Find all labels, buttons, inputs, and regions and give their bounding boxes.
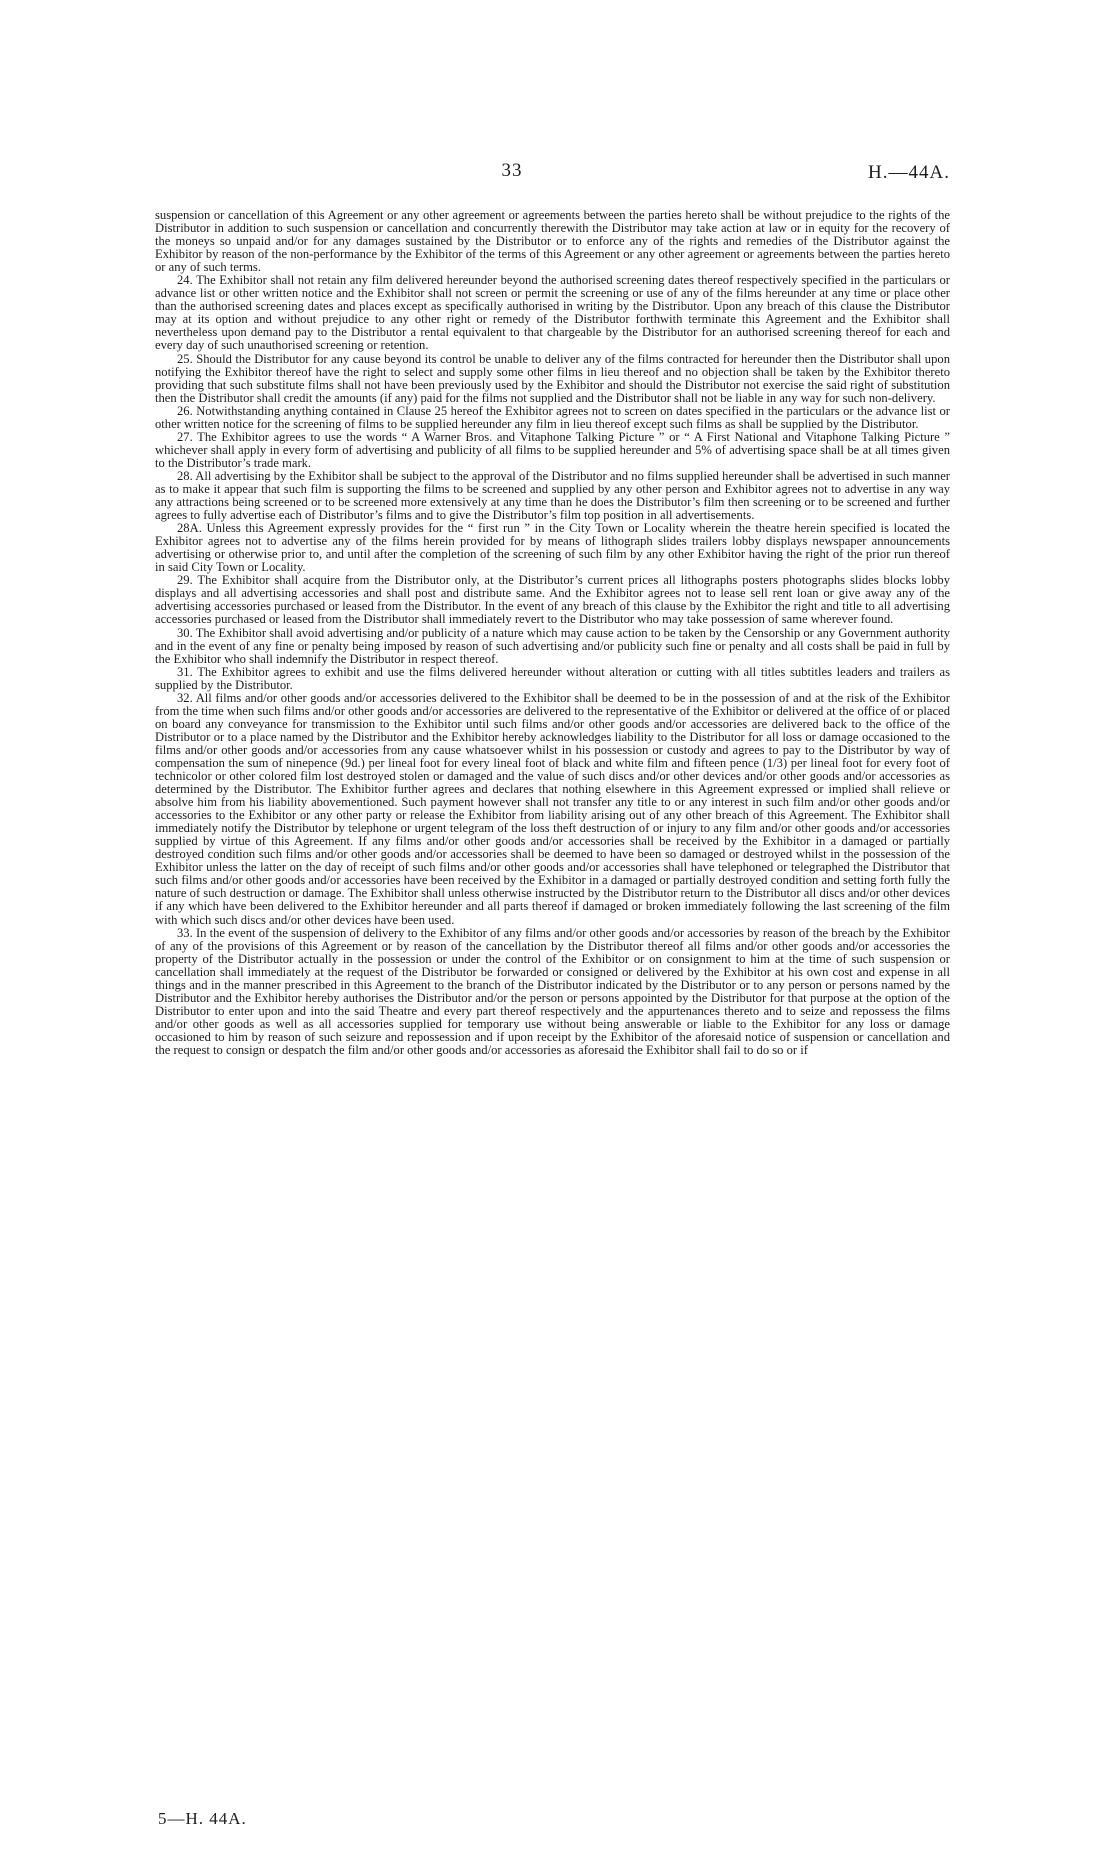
clause-28a: 28A. Unless this Agreement expressly provides for the “ first run ” in the City Town or Locality wherein the theatre herein specified is located the Exhibitor agrees not to advertise any of the films herein provided for by means of lithograph slides trailers lobby displays newspaper announcements advertising or otherwise prior to, and until after the completion of the screening of such film by any other Exhibitor having the right of the prior run thereof in said City Town or Locality. [155,521,950,575]
paragraph-continuation: suspension or cancellation of this Agreement or any other agreement or agreements between the parties hereto shall be without prejudice to the rights of the Distributor in addition to such suspension or cancellation and concurrently therewith the Distributor may take action at law or in equity for the recovery of the moneys so unpaid and/or for any damages sustained by the Distributor or to enforce any of the rights and remedies of the Distributor against the Exhibitor by reason of the non-performance by the Exhibitor of the terms of this Agreement or any other agreement or agreements between the parties hereto or any of such terms. [155,208,950,275]
clause-25: 25. Should the Distributor for any cause beyond its control be unable to deliver any of the films contracted for hereunder then the Distributor shall upon notifying the Exhibitor thereof have the right to select and supply some other films in lieu thereof and no objection shall be taken by the Exhibitor thereto providing that such substitute films shall not have been previously used by the Exhibitor and should the Distributor not exercise the said right of substitution then the Distributor shall credit the amounts (if any) paid for the films not supplied and the Distributor shall not be liable in any way for such non-delivery. [155,351,950,405]
clause-33: 33. In the event of the suspension of delivery to the Exhibitor of any films and/or other goods and/or accessories by reason of the breach by the Exhibitor of any of the provisions of this Agreement or by reason of the cancellation by the Distributor thereof all films and/or other goods and/or accessories the property of the Distributor actually in the possession or under the control of the Exhibitor or on consignment to him at the time of such suspension or cancellation shall immediately at the request of the Distributor be forwarded or consigned or delivered by the Exhibitor at his own cost and expense in all things and in the manner prescribed in this Agreement to the branch of the Distributor indicated by the Distributor or to any person or persons named by the Distributor and the Exhibitor hereby authorises the Distributor and/or the person or persons appointed by the Distributor for that purpose at the option of the Distributor to enter upon and into the said Theatre and every part thereof respectively and the appurtenances thereto and to seize and repossess the films and/or other goods as well as all accessories supplied for temporary use without being answerable or liable to the Exhibitor for any loss or damage occasioned to him by reason of such seizure and repossession and if upon receipt by the Exhibitor of the aforesaid notice of suspension or cancellation and the request to consign or despatch the film and/or other goods and/or accessories as aforesaid the Exhibitor shall fail to do so or if [155,925,950,1057]
footer-signature-ref: 5—H. 44A. [158,1809,247,1828]
clause-28: 28. All advertising by the Exhibitor shall be subject to the approval of the Distributor and no films supplied hereunder shall be advertised in such manner as to make it appear that such film is supporting the films to be screened and supplied by any other person and Exhibitor agrees not to advertise in any way any attractions being screened or to be screened more extensively at any time than he does the Distributor’s film then screening or to be screened and further agrees to fully advertise each of Distributor’s films and to give the Distributor’s film top position in all advertisements. [155,468,950,523]
clause-29: 29. The Exhibitor shall acquire from the Distributor only, at the Distributor’s current prices all lithographs posters photographs slides blocks lobby displays and all advertising accessories and shall post and distribute same. And the Exhibitor agrees not to lease sell rent loan or give away any of the advertising accessories purchased or leased from the Distributor. In the event of any breach of this clause by the Exhibitor the right and title to all advertising accessories purchased or leased from the Distributor shall immediately revert to the Distributor who may take possession of same wherever found. [155,573,950,627]
clause-27: 27. The Exhibitor agrees to use the words “ A Warner Bros. and Vitaphone Talking Picture ” or “ A First National and Vitaphone Talking Picture ” whichever shall apply in every form of advertising and publicity of all films to be supplied hereunder and 5% of advertising space shall be at all times given to the Distributor’s trade mark. [155,429,950,470]
document-reference: H.—44A. [868,162,950,183]
clause-26: 26. Notwithstanding anything contained in Clause 25 hereof the Exhibitor agrees not to screen on dates specified in the particulars or the advance list or other written notice for the screening of films to be supplied hereunder any film in lieu thereof except such films as shall be supplied by the Distributor. [155,403,950,431]
clause-30: 30. The Exhibitor shall avoid advertising and/or publicity of a nature which may cause action to be taken by the Censorship or any Government authority and in the event of any fine or penalty being imposed by reason of such advertising and/or publicity such fine or penalty and all costs shall be paid in full by the Exhibitor who shall indemnify the Distributor in respect thereof. [155,625,950,666]
page-number: 33 [501,160,523,181]
body-text [155,209,950,1057]
clause-24: 24. The Exhibitor shall not retain any film delivered hereunder beyond the authorised screening dates thereof respectively specified in the particulars or advance list or other written notice and the Exhibitor shall not screen or permit the screening or use of any of the films hereunder at any time or place other than the authorised screening dates and places except as specifically authorised in writing by the Distributor. Upon any breach of this clause the Distributor may at its option and without prejudice to any other right or remedy of the Distributor forthwith terminate this Agreement and the Exhibitor shall nevertheless upon demand pay to the Distributor a rental equivalent to that chargeable by the Distributor for an authorised screening thereof for each and every day of such unauthorised screening or retention. [155,273,950,353]
clause-31: 31. The Exhibitor agrees to exhibit and use the films delivered hereunder without alteration or cutting with all titles subtitles leaders and trailers as supplied by the Distributor. [155,664,950,692]
clause-32: 32. All films and/or other goods and/or accessories delivered to the Exhibitor shall be deemed to be in the possession of and at the risk of the Exhibitor from the time when such films and/or other goods and/or accessories are delivered to the representative of the Exhibitor or delivered at the office of or placed on board any conveyance for transmission to the Exhibitor until such films and/or other goods and/or accessories are delivered back to the office of the Distributor or to a place named by the Distributor and the Exhibitor hereby acknowledges liability to the Distributor for all loss or damage occasioned to the films and/or other goods and/or accessories from any cause whatsoever whilst in his possession or custody and agrees to pay to the Distributor by way of compensation the sum of ninepence (9d.) per lineal foot for every lineal foot of black and white film and fifteen pence (1/3) per lineal foot for every foot of technicolor or other colored film lost destroyed stolen or damaged and the value of such discs and/or other devices and/or other goods and/or accessories as determined by the Distributor. The Exhibitor further agrees and declares that nothing elsewhere in this Agreement expressed or implied shall relieve or absolve him from his liability abovementioned. Such payment however shall not transfer any title to or any interest in such film and/or other goods and/or accessories to the Exhibitor or any other party or release the Exhibitor from liability arising out of any other breach of this Agreement. The Exhibitor shall immediately notify the Distributor by telephone or urgent telegram of the loss theft destruction of or injury to any film and/or other goods and/or accessories supplied by virtue of this Agreement. If any films and/or other goods and/or accessories shall be received by the Exhibitor in a damaged or partially destroyed condition such films and/or other goods and/or accessories shall be deemed to have been so damaged or destroyed whilst in the possession of the Exhibitor unless the latter on the day of receipt of such films and/or other goods and/or accessories shall have telephoned or telegraphed the Distributor that such films and/or other goods and/or accessories have been received by the Exhibitor in a damaged or partially destroyed condition and setting forth fully the nature of such destruction or damage. The Exhibitor shall unless otherwise instructed by the Distributor return to the Distributor all discs and/or other devices if any which have been delivered to the Exhibitor hereunder and all parts thereof if damaged or broken immediately following the last screening of the film with which such discs and/or other devices have been used. [155,690,950,927]
